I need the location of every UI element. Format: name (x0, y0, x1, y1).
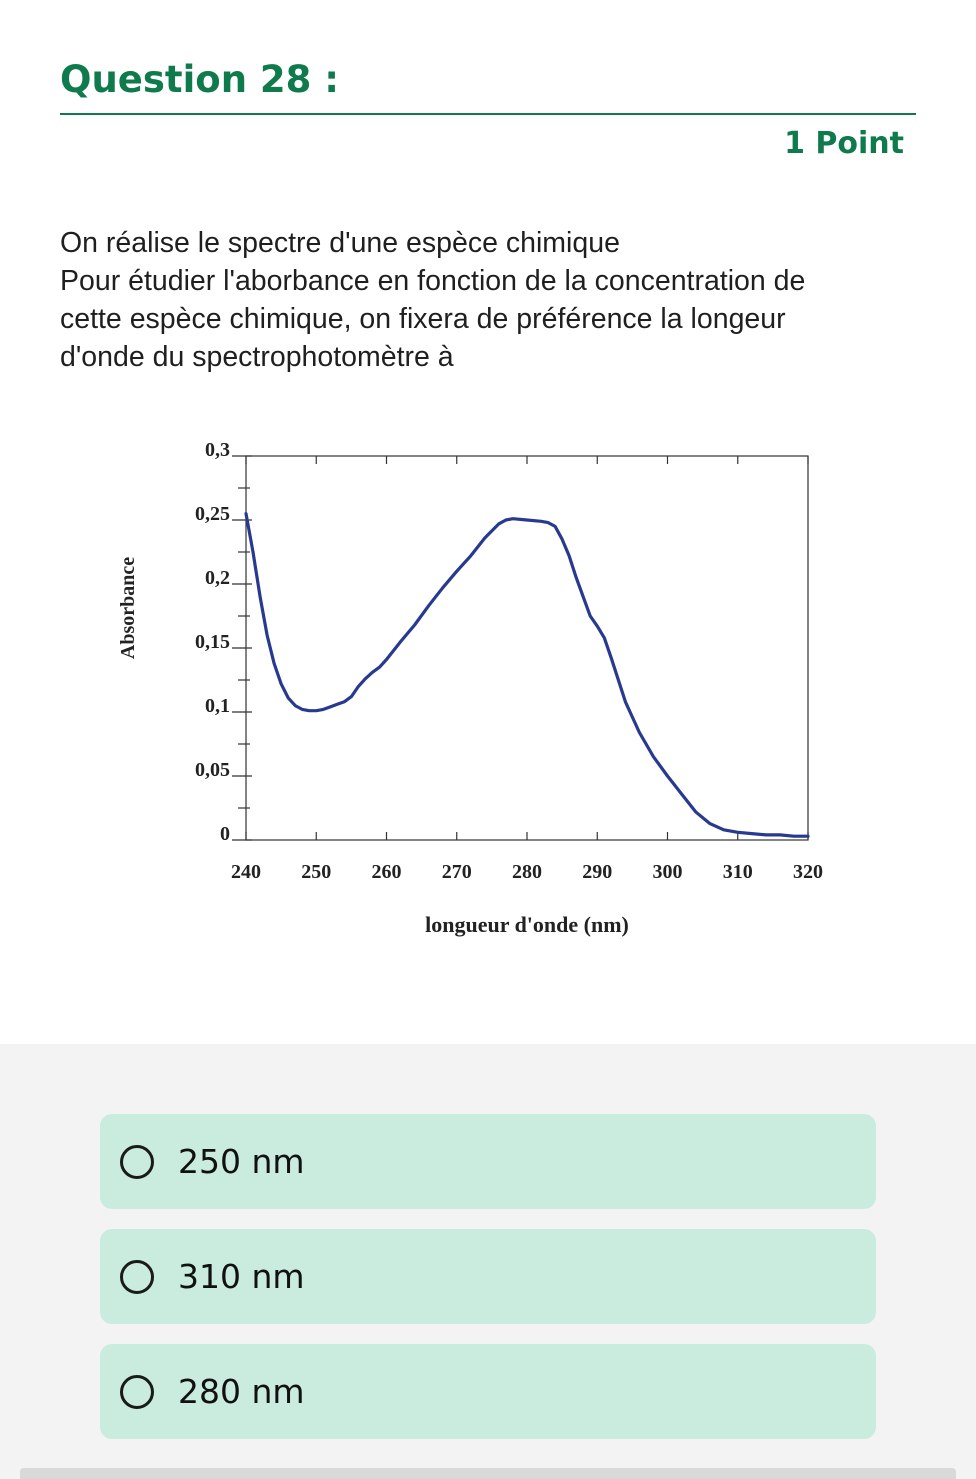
x-tick-label: 320 (793, 861, 823, 883)
absorbance-spectrum-chart (100, 430, 860, 950)
statement-line: On réalise le spectre d'une espèce chimique (60, 227, 620, 259)
y-tick-label: 0,25 (195, 503, 230, 525)
answer-option-250nm[interactable] (100, 1114, 876, 1209)
question-title: Question 28 : (60, 58, 340, 101)
x-tick-label: 290 (582, 861, 613, 883)
radio-button-icon[interactable] (120, 1145, 154, 1179)
answer-label: 250 nm (178, 1142, 305, 1181)
y-axis-label: Absorbance (117, 556, 139, 660)
statement-line: cette espèce chimique, on fixera de préférence la longeur (60, 303, 786, 335)
x-axis-label: longueur d'onde (nm) (425, 912, 629, 937)
x-tick-label: 280 (512, 861, 542, 883)
absorbance-curve (246, 514, 808, 837)
radio-button-icon[interactable] (120, 1260, 154, 1294)
answer-option-310nm[interactable] (100, 1229, 876, 1324)
y-tick-label: 0,1 (205, 695, 230, 717)
radio-button-icon[interactable] (120, 1375, 154, 1409)
statement-line: Pour étudier l'aborbance en fonction de la concentration de (60, 265, 806, 297)
answer-label: 280 nm (178, 1372, 305, 1411)
answer-option-280nm[interactable] (100, 1344, 876, 1439)
question-statement (60, 224, 930, 376)
y-tick-label: 0,3 (205, 439, 230, 461)
x-tick-label: 250 (301, 861, 332, 883)
points-label: 1 Point (784, 126, 904, 161)
y-tick-label: 0,15 (195, 631, 230, 653)
plot-frame (246, 456, 808, 840)
title-divider (60, 113, 916, 115)
x-tick-label: 270 (441, 861, 472, 883)
x-tick-label: 310 (722, 861, 753, 883)
y-tick-label: 0 (220, 823, 230, 845)
x-tick-label: 300 (652, 861, 683, 883)
statement-line: d'onde du spectrophotomètre à (60, 341, 454, 373)
y-tick-label: 0,2 (205, 567, 230, 589)
answer-list (0, 1044, 976, 1479)
bottom-scroll-bar (20, 1468, 956, 1479)
x-tick-label: 240 (231, 861, 261, 883)
y-tick-label: 0,05 (195, 759, 230, 781)
answer-label: 310 nm (178, 1257, 305, 1296)
x-tick-label: 260 (371, 861, 402, 883)
